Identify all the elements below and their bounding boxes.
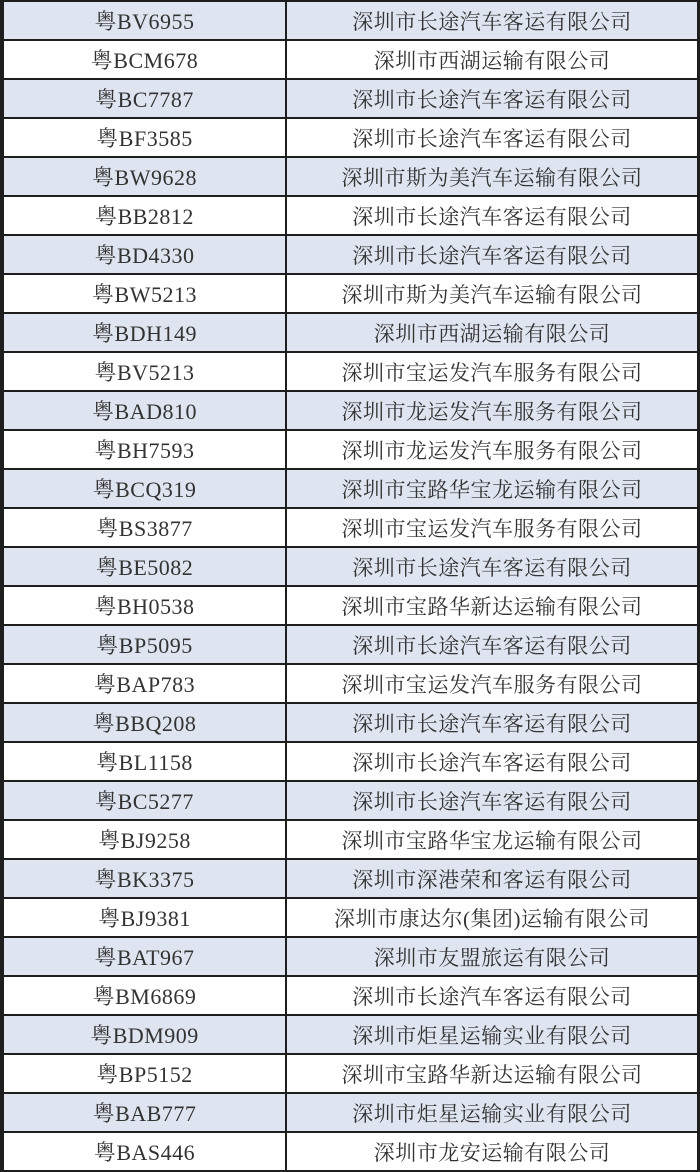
table-row: [4, 470, 697, 509]
table-row: [4, 938, 697, 977]
table-row: [4, 782, 697, 821]
table-row: [4, 899, 697, 938]
plate-cell: 粤BBQ208: [4, 704, 287, 741]
table-row: [4, 41, 697, 80]
plate-cell: 粤BW5213: [4, 275, 287, 312]
table-row: [4, 392, 697, 431]
plate-cell: 粤BAD810: [4, 392, 287, 429]
table-row: [4, 1055, 697, 1094]
plate-cell: 粤BDH149: [4, 314, 287, 351]
company-cell: 深圳市炬星运输实业有限公司: [352, 1023, 632, 1048]
table-row: [4, 548, 697, 587]
company-cell: 深圳市长途汽车客运有限公司: [352, 789, 632, 814]
company-cell: 深圳市长途汽车客运有限公司: [352, 633, 632, 658]
table-row: [4, 1094, 697, 1133]
plate-cell: 粤BJ9381: [4, 899, 287, 936]
company-cell: 深圳市长途汽车客运有限公司: [352, 126, 632, 151]
company-cell: 深圳市宝运发汽车服务有限公司: [341, 360, 643, 385]
company-cell: 深圳市宝路华宝龙运输有限公司: [341, 477, 643, 502]
table-row: [4, 1016, 697, 1055]
plate-cell: 粤BV6955: [4, 2, 287, 39]
plate-cell: 粤BJ9258: [4, 821, 287, 858]
company-cell: 深圳市康达尔(集团)运输有限公司: [334, 906, 650, 931]
table-row: [4, 626, 697, 665]
plate-cell: 粤BC5277: [4, 782, 287, 819]
table-row: [4, 353, 697, 392]
table-row: [4, 197, 697, 236]
plate-cell: 粤BS3877: [4, 509, 287, 546]
plate-cell: 粤BDM909: [4, 1016, 287, 1053]
plate-cell: 粤BP5152: [4, 1055, 287, 1092]
company-cell: 深圳市长途汽车客运有限公司: [352, 984, 632, 1009]
plate-cell: 粤BP5095: [4, 626, 287, 663]
plate-cell: 粤BAS446: [4, 1133, 287, 1170]
table-row: [4, 236, 697, 275]
company-cell: 深圳市西湖运输有限公司: [373, 321, 611, 346]
company-cell: 深圳市长途汽车客运有限公司: [352, 204, 632, 229]
plate-cell: 粤BH7593: [4, 431, 287, 468]
plate-cell: 粤BAT967: [4, 938, 287, 975]
company-cell: 深圳市龙运发汽车服务有限公司: [341, 438, 643, 463]
plate-cell: 粤BCM678: [4, 41, 287, 78]
company-cell: 深圳市斯为美汽车运输有限公司: [341, 282, 643, 307]
plate-cell: 粤BCQ319: [4, 470, 287, 507]
company-cell: 深圳市长途汽车客运有限公司: [352, 555, 632, 580]
table-row: [4, 1133, 697, 1172]
company-cell: 深圳市宝路华宝龙运输有限公司: [341, 828, 643, 853]
plate-cell: 粤BH0538: [4, 587, 287, 624]
company-cell: 深圳市深港荣和客运有限公司: [352, 867, 632, 892]
table-row: [4, 314, 697, 353]
company-cell: 深圳市宝路华新达运输有限公司: [341, 594, 643, 619]
table-row: [4, 665, 697, 704]
company-cell: 深圳市长途汽车客运有限公司: [352, 750, 632, 775]
table-row: [4, 431, 697, 470]
company-cell: 深圳市龙运发汽车服务有限公司: [341, 399, 643, 424]
plate-cell: 粤BW9628: [4, 158, 287, 195]
plate-cell: 粤BV5213: [4, 353, 287, 390]
company-cell: 深圳市友盟旅运有限公司: [373, 945, 611, 970]
plate-cell: 粤BB2812: [4, 197, 287, 234]
plate-cell: 粤BM6869: [4, 977, 287, 1014]
table-row: [4, 80, 697, 119]
table-row: [4, 821, 697, 860]
company-cell: 深圳市长途汽车客运有限公司: [352, 87, 632, 112]
table-row: [4, 743, 697, 782]
company-cell: 深圳市宝运发汽车服务有限公司: [341, 516, 643, 541]
table-row: [4, 2, 697, 41]
company-cell: 深圳市长途汽车客运有限公司: [352, 711, 632, 736]
plate-cell: 粤BAB777: [4, 1094, 287, 1131]
plate-cell: 粤BAP783: [4, 665, 287, 702]
plate-cell: 粤BL1158: [4, 743, 287, 780]
plate-cell: 粤BC7787: [4, 80, 287, 117]
plate-cell: 粤BD4330: [4, 236, 287, 273]
table-row: [4, 158, 697, 197]
plate-cell: 粤BF3585: [4, 119, 287, 156]
company-cell: 深圳市长途汽车客运有限公司: [352, 9, 632, 34]
company-cell: 深圳市炬星运输实业有限公司: [352, 1101, 632, 1126]
table-row: [4, 587, 697, 626]
company-cell: 深圳市斯为美汽车运输有限公司: [341, 165, 643, 190]
company-cell: 深圳市西湖运输有限公司: [373, 48, 611, 73]
table-row: [4, 509, 697, 548]
plate-cell: 粤BK3375: [4, 860, 287, 897]
company-cell: 深圳市宝运发汽车服务有限公司: [341, 672, 643, 697]
table-row: [4, 119, 697, 158]
company-cell: 深圳市龙安运输有限公司: [373, 1140, 611, 1165]
plate-cell: 粤BE5082: [4, 548, 287, 585]
table-row: [4, 977, 697, 1016]
company-cell: 深圳市宝路华新达运输有限公司: [341, 1062, 643, 1087]
table-row: [4, 860, 697, 899]
table-row: [4, 704, 697, 743]
table-row: [4, 275, 697, 314]
company-cell: 深圳市长途汽车客运有限公司: [352, 243, 632, 268]
